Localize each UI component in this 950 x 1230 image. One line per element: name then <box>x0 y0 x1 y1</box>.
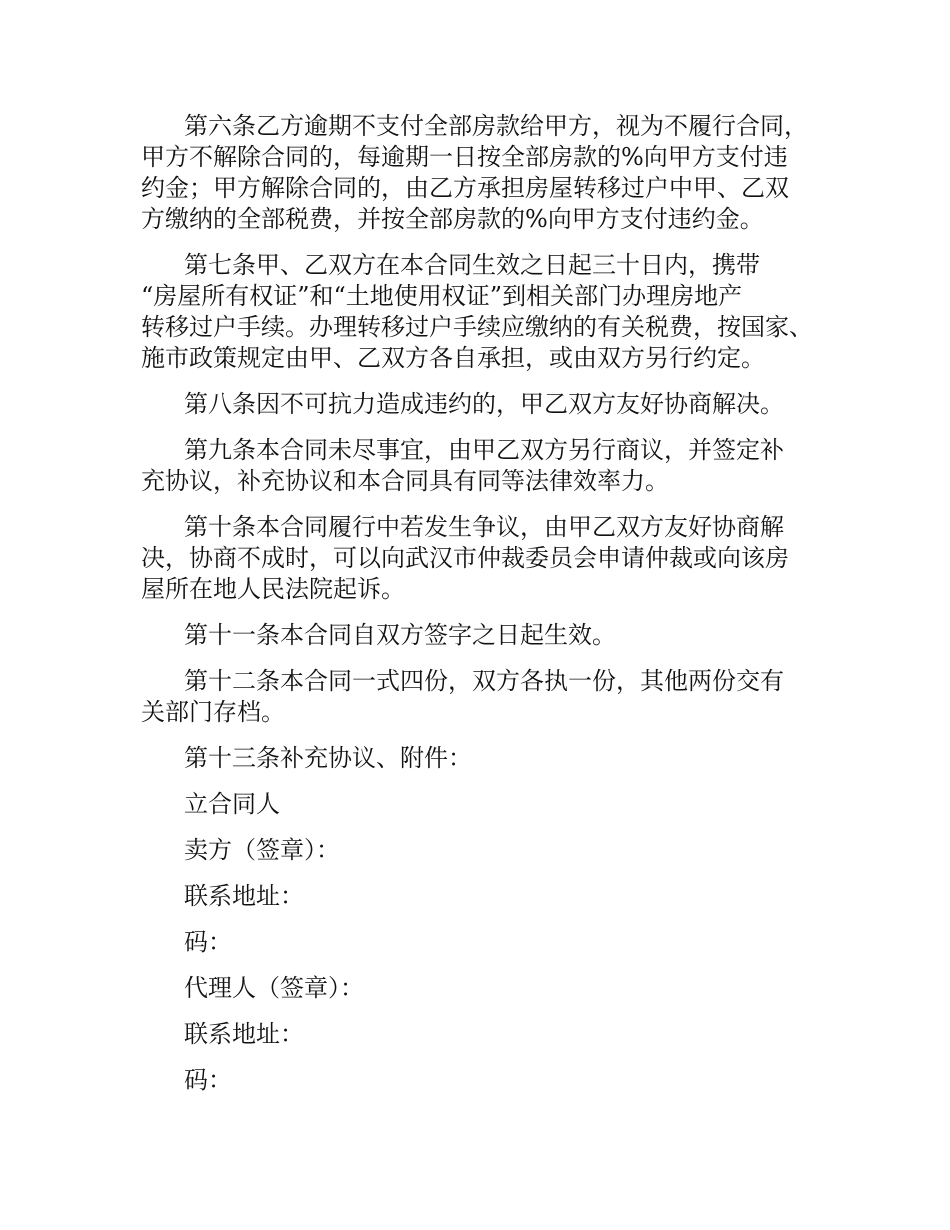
article-12-line: 关部门存档。 <box>141 698 285 726</box>
agent-address <box>141 1019 831 1050</box>
article-13-line: 第十三条补充协议、附件： <box>184 744 472 772</box>
seller-code-label: 码： <box>184 928 232 956</box>
article-11 <box>141 620 831 651</box>
article-7 <box>141 250 831 374</box>
article-12-line: 第十二条本合同一式四份，双方各执一份，其他两份交有 <box>184 667 784 695</box>
article-6-line: 约金；甲方解除合同的，由乙方承担房屋转移过户中甲、乙双 <box>141 174 789 202</box>
article-9-line: 第九条本合同未尽事宜，由甲乙双方另行商议，并签定补 <box>184 436 784 464</box>
article-8 <box>141 389 831 420</box>
article-13 <box>141 743 831 774</box>
article-11-line: 第十一条本合同自双方签字之日起生效。 <box>184 621 616 649</box>
article-8-line: 第八条因不可抗力造成违约的，甲乙双方友好协商解决。 <box>184 390 784 418</box>
seller-code <box>141 927 831 958</box>
agent-code-label: 码： <box>184 1066 232 1094</box>
document-body <box>141 111 831 1111</box>
agent-code <box>141 1065 831 1096</box>
article-10-line: 屋所在地人民法院起诉。 <box>141 575 405 603</box>
article-6-line: 第六条乙方逾期不支付全部房款给甲方，视为不履行合同， <box>184 112 808 140</box>
seller-signature <box>141 835 831 866</box>
agent-signature-label: 代理人（签章）： <box>184 974 364 1002</box>
article-10-line: 决，协商不成时，可以向武汉市仲裁委员会申请仲裁或向该房 <box>141 544 789 572</box>
article-10 <box>141 512 831 605</box>
agent-signature <box>141 973 831 1004</box>
article-6-line: 甲方不解除合同的，每逾期一日按全部房款的%向甲方支付违 <box>141 143 788 171</box>
agent-address-label: 联系地址： <box>184 1020 304 1048</box>
article-7-line: 施市政策规定由甲、乙双方各自承担，或由双方另行约定。 <box>141 344 765 372</box>
seller-address-label: 联系地址： <box>184 882 304 910</box>
article-9-line: 充协议，补充协议和本合同具有同等法律效率力。 <box>141 467 669 495</box>
signature-parties-label: 立合同人 <box>184 790 280 818</box>
seller-address <box>141 881 831 912</box>
article-7-line: 第七条甲、乙双方在本合同生效之日起三十日内，携带 <box>184 251 760 279</box>
article-9 <box>141 435 831 497</box>
article-12 <box>141 666 831 728</box>
seller-signature-label: 卖方（签章）： <box>184 836 340 864</box>
article-7-line: “房屋所有权证”和“土地使用权证”到相关部门办理房地产 <box>141 282 743 310</box>
article-6-line: 方缴纳的全部税费，并按全部房款的%向甲方支付违约金。 <box>141 205 764 233</box>
article-6 <box>141 111 831 235</box>
signature-parties <box>141 789 831 820</box>
article-7-line: 转移过户手续。办理转移过户手续应缴纳的有关税费，按国家、 <box>141 313 813 341</box>
article-10-line: 第十条本合同履行中若发生争议，由甲乙双方友好协商解 <box>184 513 784 541</box>
